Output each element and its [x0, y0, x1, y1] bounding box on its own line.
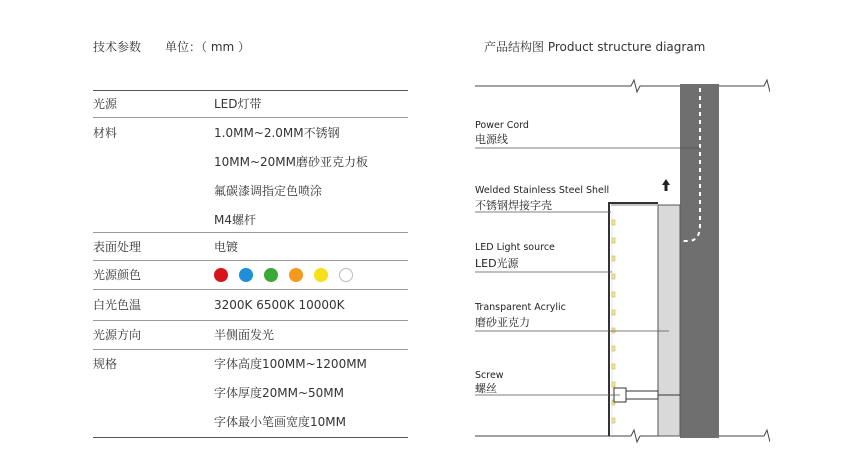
led-bead	[612, 328, 615, 333]
label-shell-en: Welded Stainless Steel Shell	[475, 185, 610, 196]
table-bottom-rule	[93, 437, 408, 438]
spec-value: 氟碳漆调指定色喷涂	[214, 184, 323, 198]
color-swatch-white	[339, 268, 353, 282]
up-arrow-icon	[662, 179, 670, 191]
structure-diagram	[470, 70, 770, 445]
top-boundary-line	[475, 80, 770, 92]
spec-value: 字体厚度20MM~50MM	[214, 386, 345, 400]
label-power-cord-en: Power Cord	[475, 120, 529, 131]
led-bead	[612, 292, 615, 297]
label-acrylic-cn: 磨砂亚克力	[475, 316, 530, 329]
spec-value: 字体最小笔画宽度10MM	[214, 415, 346, 429]
label-screw-en: Screw	[475, 370, 504, 381]
row-divider	[93, 349, 408, 350]
led-bead	[612, 274, 615, 279]
led-bead	[612, 220, 615, 225]
led-bead	[612, 364, 615, 369]
spec-value: 半侧面发光	[214, 328, 275, 342]
led-bead	[612, 382, 615, 387]
color-swatch-yellow	[314, 268, 328, 282]
row-divider	[93, 260, 408, 261]
spec-value: LED灯带	[214, 97, 262, 111]
spec-value: 3200K 6500K 10000K	[214, 298, 345, 312]
unit-label: 单位：（ mm ）	[165, 40, 251, 54]
spec-label-specification: 规格	[93, 357, 118, 371]
color-swatch-blue	[239, 268, 253, 282]
label-power-cord-cn: 电源线	[475, 133, 508, 146]
spec-title: 技术参数	[93, 40, 142, 54]
spec-value: 电镀	[214, 240, 239, 254]
led-bead	[612, 418, 615, 423]
spec-label-light-color: 光源颜色	[93, 268, 142, 282]
spec-value: 1.0MM~2.0MM不锈钢	[214, 126, 340, 140]
color-swatch-green	[264, 268, 278, 282]
color-swatch-orange	[289, 268, 303, 282]
spec-value: 10MM~20MM磨砂亚克力板	[214, 155, 369, 169]
label-acrylic-en: Transparent Acrylic	[475, 302, 566, 313]
acrylic-panel	[658, 205, 680, 436]
bottom-boundary-line	[475, 430, 770, 442]
spec-label-surface: 表面处理	[93, 240, 142, 254]
spec-value: M4螺杆	[214, 213, 256, 227]
spec-label-light-source: 光源	[93, 97, 118, 111]
led-bead	[612, 256, 615, 261]
led-bead	[612, 238, 615, 243]
led-bead	[612, 346, 615, 351]
spec-value: 字体高度100MM~1200MM	[214, 357, 367, 371]
label-shell-cn: 不锈钢焊接字壳	[475, 199, 552, 212]
row-divider	[93, 232, 408, 233]
label-led-en: LED Light source	[475, 242, 555, 253]
row-divider	[93, 320, 408, 321]
label-led-cn: LED光源	[475, 257, 519, 270]
table-top-rule	[93, 90, 408, 91]
spec-label-material: 材料	[93, 126, 118, 140]
label-screw-cn: 螺丝	[475, 382, 497, 395]
spec-label-color-temp: 白光色温	[93, 298, 142, 312]
row-divider	[93, 117, 408, 118]
diagram-title: 产品结构图 Product structure diagram	[484, 40, 706, 54]
color-swatch-red	[214, 268, 228, 282]
row-divider	[93, 289, 408, 290]
spec-label-light-direction: 光源方向	[93, 328, 142, 342]
led-bead	[612, 310, 615, 315]
light-color-swatches	[214, 268, 353, 282]
